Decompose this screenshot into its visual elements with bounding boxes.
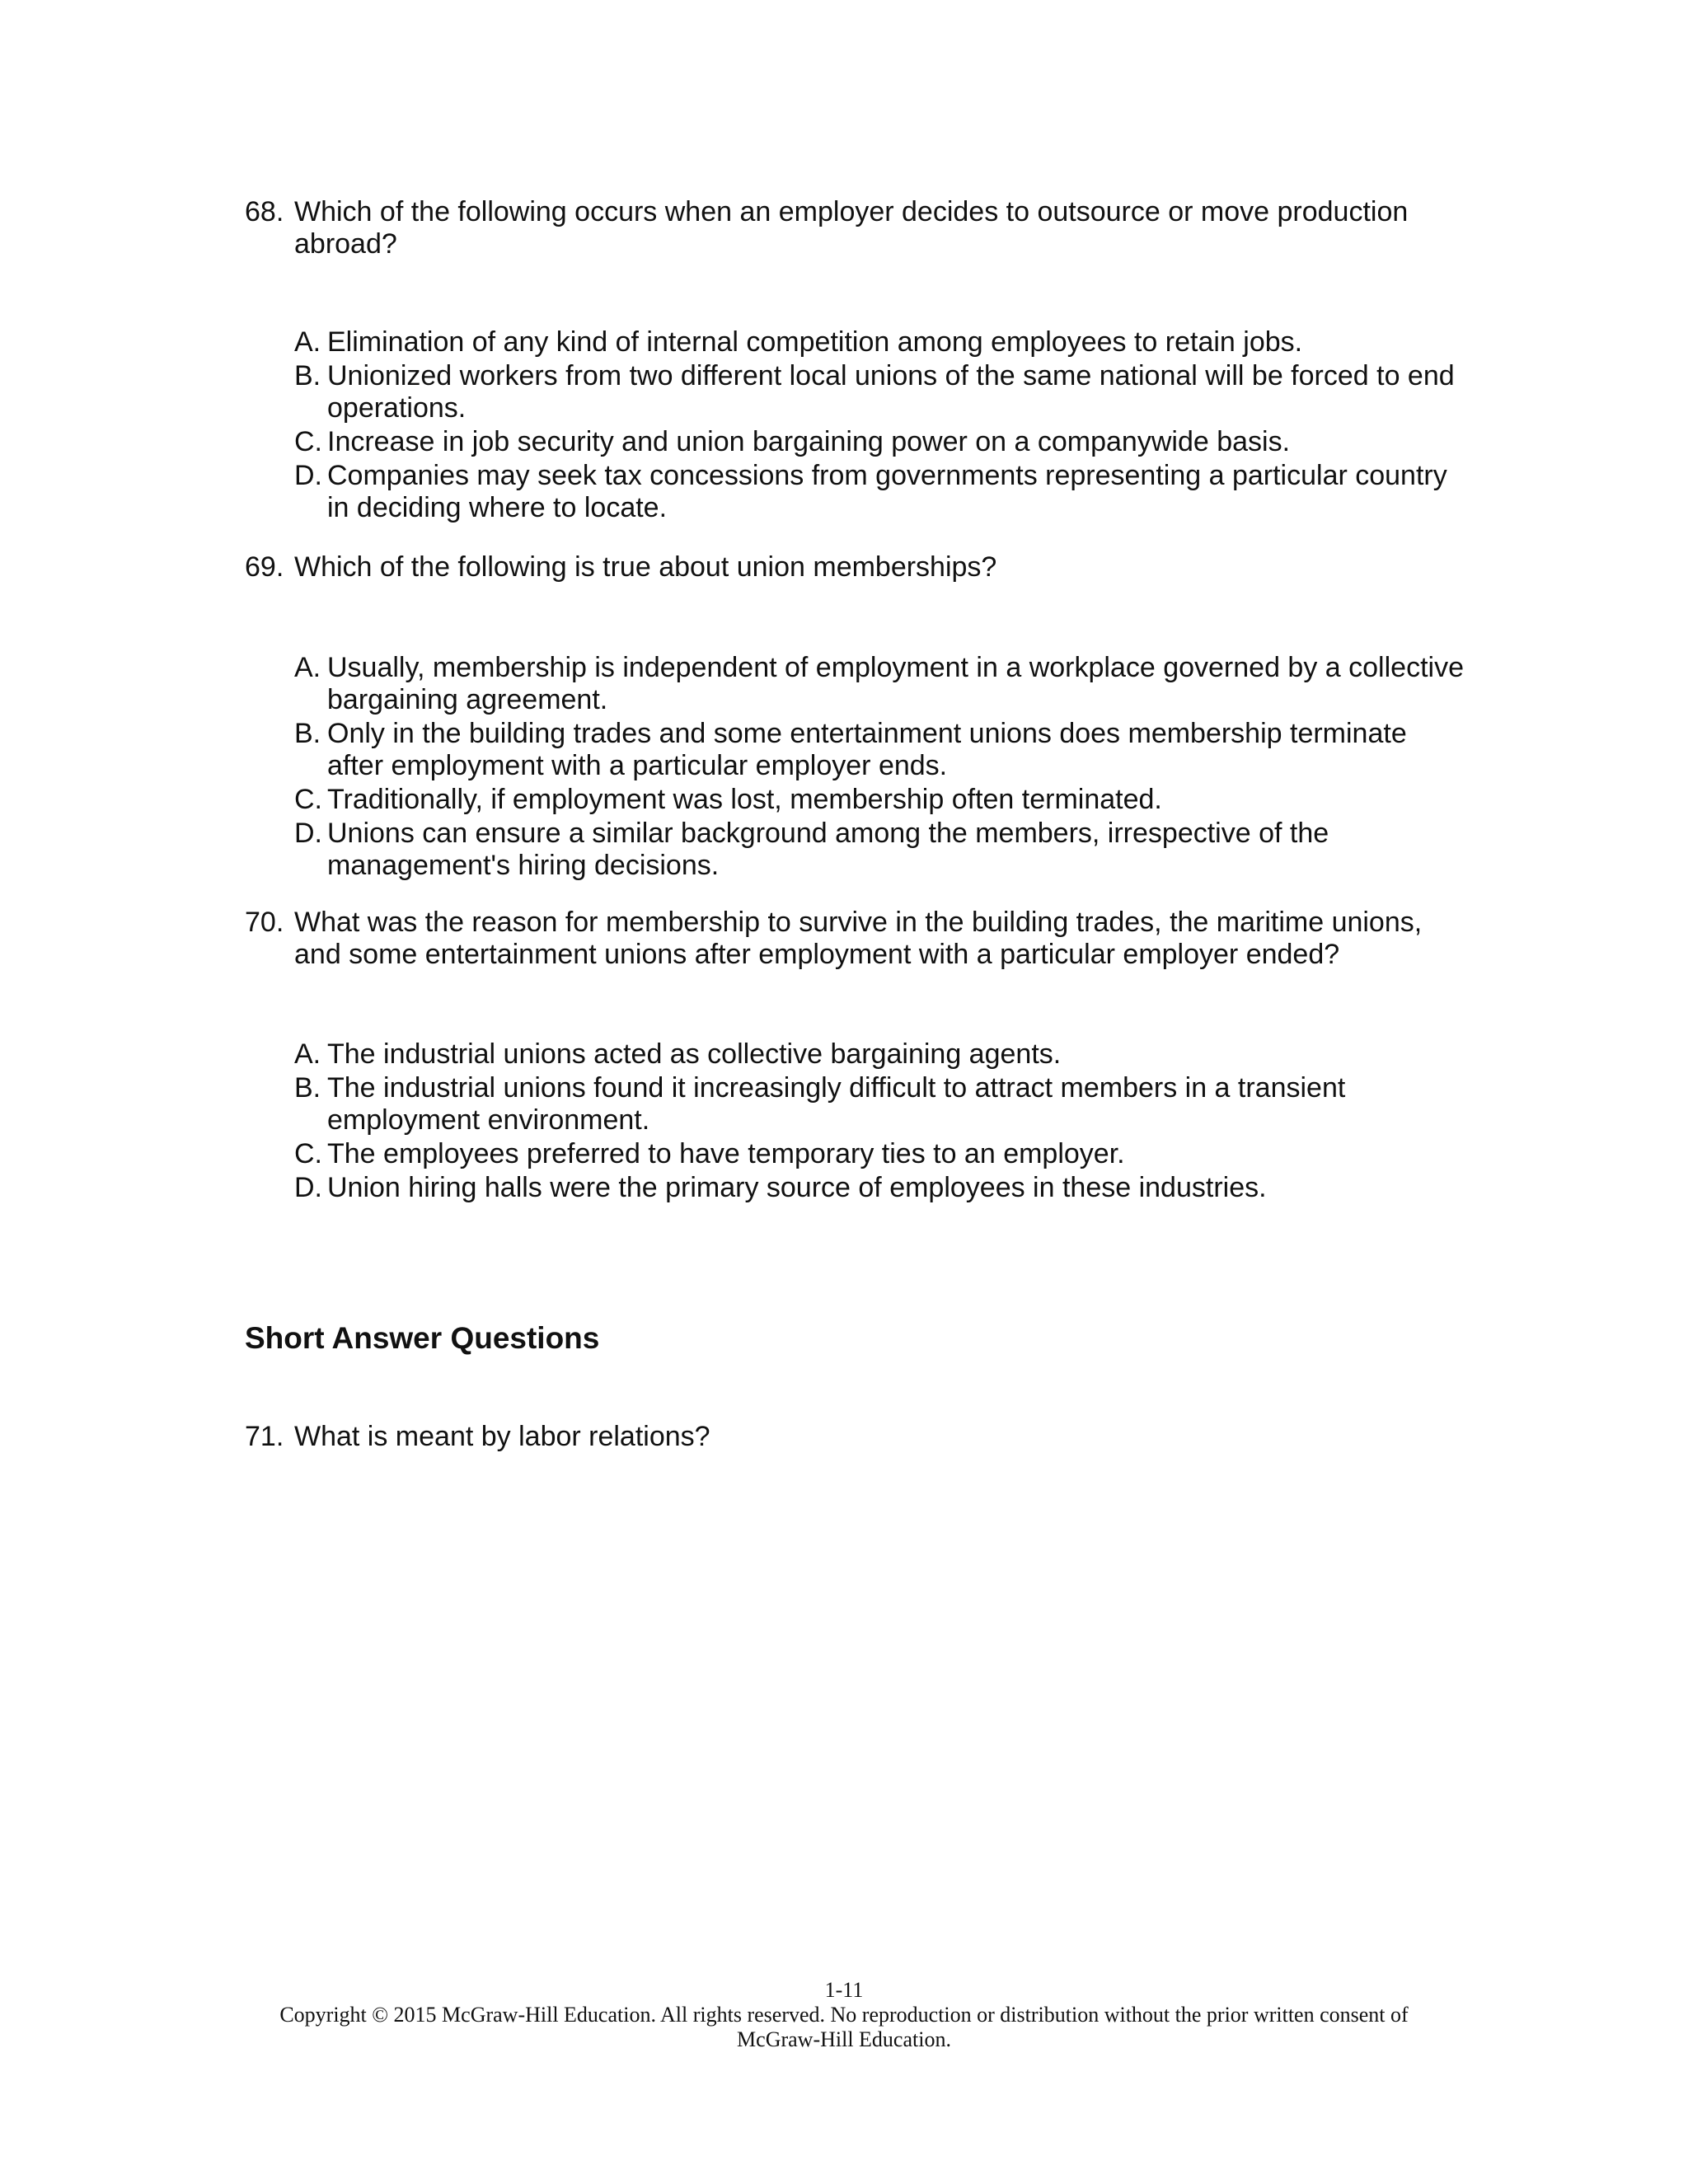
option-letter: A. <box>294 652 321 683</box>
option-text: Increase in job security and union bargaining power on a companywide basis. <box>327 426 1291 457</box>
option-text: Companies may seek tax concessions from governments representing a particular country in deciding where to locate. <box>327 460 1447 523</box>
option-b <box>294 360 1465 424</box>
page-number: 1-11 <box>824 1978 864 2002</box>
option-text: Unions can ensure a similar background among the members, irrespective of the management's hiring decisions. <box>327 818 1329 881</box>
option-c <box>294 1138 1465 1170</box>
option-letter: D. <box>294 1172 322 1203</box>
option-a <box>294 652 1465 716</box>
option-b <box>294 1072 1465 1137</box>
option-letter: A. <box>294 326 321 358</box>
option-text: Elimination of any kind of internal competition among employees to retain jobs. <box>327 326 1303 358</box>
option-text: The industrial unions acted as collective bargaining agents. <box>327 1038 1062 1070</box>
question-number: 68. <box>245 196 284 227</box>
question-71 <box>245 1421 1465 1453</box>
option-d <box>294 1172 1465 1204</box>
option-letter: C. <box>294 426 322 457</box>
option-letter: A. <box>294 1038 321 1070</box>
option-b <box>294 718 1465 782</box>
option-text: Usually, membership is independent of employment in a workplace governed by a collective bargaining agreement. <box>327 652 1464 715</box>
option-text: The industrial unions found it increasingly difficult to attract members in a transient employment environment. <box>327 1072 1346 1136</box>
answer-options-68 <box>294 326 1465 526</box>
question-number: 69. <box>245 551 284 583</box>
option-letter: C. <box>294 784 322 815</box>
page-footer <box>0 1978 1688 2052</box>
answer-options-70 <box>294 1038 1465 1206</box>
question-text: Which of the following is true about union memberships? <box>294 551 997 583</box>
option-text: Only in the building trades and some entertainment unions does membership terminate after employment with a particular employer ends. <box>327 718 1407 781</box>
question-68 <box>245 196 1465 260</box>
option-a <box>294 1038 1465 1071</box>
option-text: Union hiring halls were the primary source of employees in these industries. <box>327 1172 1267 1203</box>
section-heading: Short Answer Questions <box>245 1321 600 1355</box>
option-text: Traditionally, if employment was lost, membership often terminated. <box>327 784 1162 815</box>
option-d <box>294 818 1465 882</box>
copyright-notice: Copyright © 2015 McGraw-Hill Education. All rights reserved. No reproduction or distribution without the prior written consent of <box>279 2003 1409 2027</box>
option-letter: B. <box>294 718 321 749</box>
question-number: 70. <box>245 907 284 938</box>
question-70 <box>245 907 1465 971</box>
question-69 <box>245 551 1465 583</box>
option-letter: C. <box>294 1138 322 1169</box>
option-letter: D. <box>294 818 322 849</box>
option-d <box>294 460 1465 524</box>
answer-options-69 <box>294 652 1465 883</box>
option-text: Unionized workers from two different local unions of the same national will be forced to end operations. <box>327 360 1455 424</box>
option-text: The employees preferred to have temporary ties to an employer. <box>327 1138 1125 1169</box>
option-c <box>294 426 1465 458</box>
question-text: Which of the following occurs when an employer decides to outsource or move production abroad? <box>294 196 1409 260</box>
option-a <box>294 326 1465 359</box>
copyright-notice-line2: McGraw-Hill Education. <box>737 2027 951 2051</box>
question-text: What is meant by labor relations? <box>294 1421 710 1452</box>
option-letter: D. <box>294 460 322 491</box>
question-text: What was the reason for membership to survive in the building trades, the maritime unions, and some entertainment unions after employment with a particular employer ended? <box>294 907 1423 970</box>
option-c <box>294 784 1465 816</box>
option-letter: B. <box>294 360 321 391</box>
question-number: 71. <box>245 1421 284 1452</box>
option-letter: B. <box>294 1072 321 1104</box>
